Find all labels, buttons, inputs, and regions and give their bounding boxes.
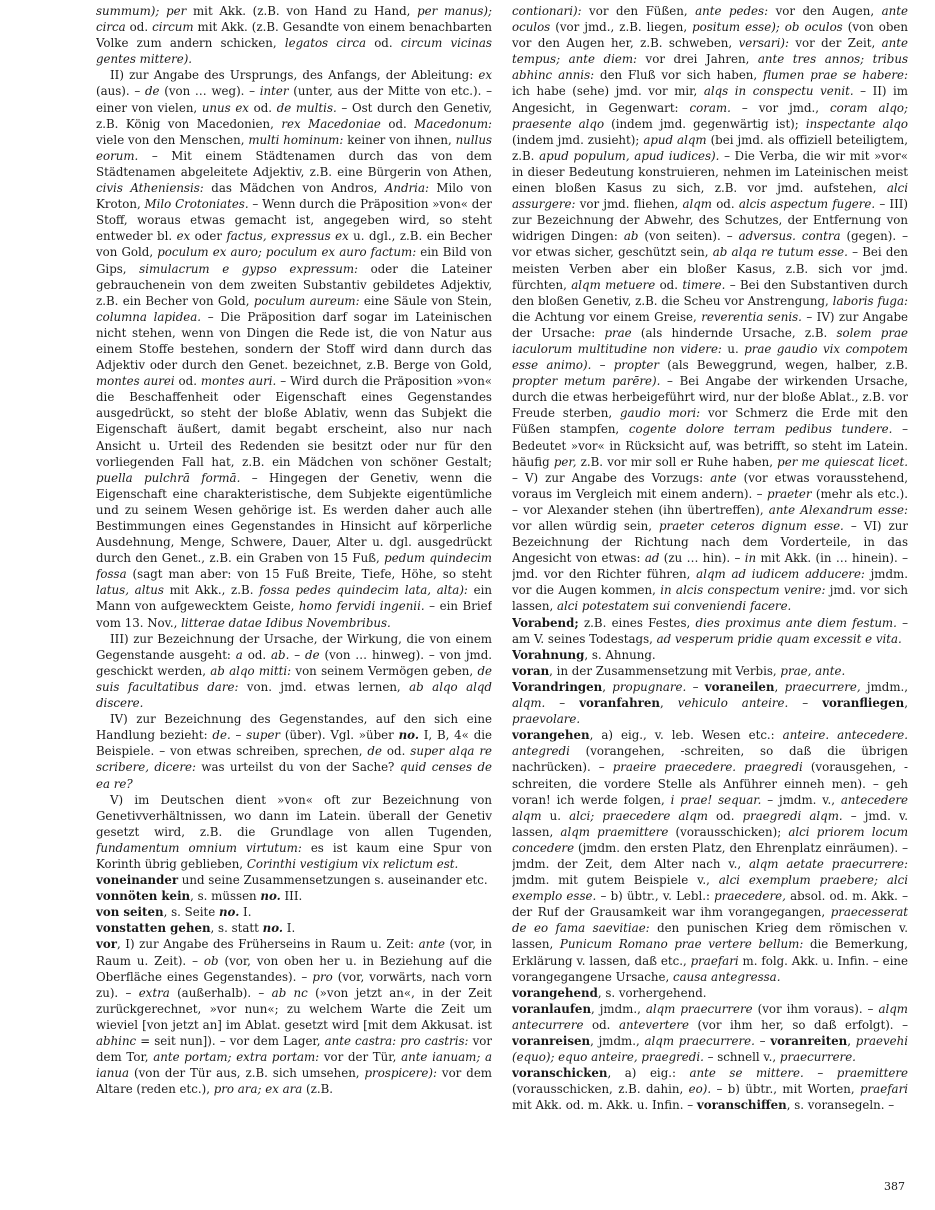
text-paragraph: II) zur Angabe des Ursprungs, des Anfangs, der Ableitung: ex (aus). – de (von … weg). – inter (unter, aus der Mitte von etc.). – einer von vielen, unus ex od. de multis. – Ost durch den Genetiv, z.B. König von Macedonien, rex Macedoniae od. Macedonum: viele von den Menschen, multi hominum: keiner von ihnen, nullus eorum. – Mit einem Städtenamen durch das von dem Städtenamen abgeleitete Adjektiv, z.B. eine Bürgerin von Athen, civis Atheniensis: das Mädchen von Andros, Andria: Milo von Kroton, Milo Crotoniates. – Wenn durch die Präposition »von« der Stoff, woraus etwas gemacht ist, angegeben wird, so steht entweder bl. ex oder factus, expressus ex u. dgl., z.B. ein Becher von Gold, poculum ex auro; poculum ex auro factum: ein Bild von Gips, simulacrum e gypso expressum: oder die Lateiner gebrauchenein von dem zweiten Substantiv gebildetes Adjektiv, z.B. ein Becher von Gold, poculum aureum: eine Säule von Stein, columna lapidea. – Die Präposition darf sogar im Lateinischen nicht stehen, wenn von Dingen die Rede ist, die von Natur aus einem Stoffe bestehen, sondern der Stoff wird dann durch das Adjektiv oder durch den Genet. bezeichnet, z.B. Berge von Gold, montes aurei od. montes auri. – Wird durch die Präposition »von« die Beschaffenheit oder Eigenschaft eines Gegenstandes ausgedrückt, so steht der bloße Ablativ, wenn das Subjekt die Eigenschaft äußert, damit begabt erscheint, also nur nach Ansicht u. Urteil des Redenden sie besitzt oder nur für den vorliegenden Fall hat, z.B. ein Mädchen von schöner Gestalt; puella pulchrā formā. – Hingegen der Genetiv, wenn die Eigenschaft eine charakteristische, dem Subjekte eigentümliche und zu seinem Wesen gehörige ist. Es werden daher auch alle Bestimmungen eines Gegenstandes in Hinsicht auf körperliche Ausdehnung, Menge, Schwere, Dauer, Alter u. dgl. ausgedrückt durch den Genet., z.B. ein Graben von 15 Fuß, pedum quindecim fossa (sagt man aber: von 15 Fuß Breite, Tiefe, Höhe, so steht latus, altus mit Akk., z.B. fossa pedes quindecim lata, alta): ein Mann von aufgewecktem Geiste, homo fervidi ingenii. – ein Brief vom 13. Nov., litterae datae Idibus Novembribus. bbox=[96, 68, 492, 630]
dictionary-entry: voneinander und seine Zusammensetzungen s. auseinander etc. bbox=[96, 873, 488, 888]
dictionary-entry: voranlaufen, jmdm., alqm praecurrere (vor ihm voraus). – alqm antecurrere od. antevertere (vor ihm her, so daß erfolgt). – voranreisen, jmdm., alqm praecurrere. – voranreiten, praevehi (equo); equo anteire, praegredi. – schnell v., praecurrere. bbox=[512, 1001, 908, 1065]
dictionary-entry: voran, in der Zusammensetzung mit Verbis, prae, ante. bbox=[512, 663, 846, 678]
dictionary-entry: Vorandringen, propugnare. – voraneilen, praecurrere, jmdm., alqm. – voranfahren, vehiculo anteire. – voranfliegen, praevolare. bbox=[512, 679, 908, 727]
left-column bbox=[96, 3, 492, 1175]
dictionary-entry: vor, I) zur Angabe des Früherseins in Raum u. Zeit: ante (vor, in Raum u. Zeit). – ob (vor, von oben her u. in Beziehung auf die Oberfläche eines Gegenstandes). – pro (vor, vorwärts, nach vorn zu). – extra (außerhalb). – ab nc (»von jetzt an«, in der Zeit zurückgerechnet, »vor nun«; zu welchem Warte die Zeit um wieviel [von jetzt an] im Ablat. gesetzt wird [mit dem Akkusat. ist abhinc = seit nun]). – vor dem Lager, ante castra: pro castris: vor dem Tor, ante portam; extra portam: vor der Tür, ante ianuam; a ianua (von der Tür aus, z.B. sich umsehen, prospicere): vor dem Altare (reden etc.), pro ara; ex ara (z.B. bbox=[96, 937, 492, 1097]
page-number: 387 bbox=[884, 1180, 905, 1193]
right-column bbox=[512, 3, 908, 1175]
dictionary-entry: vonnöten kein, s. müssen no. III. bbox=[96, 889, 303, 904]
text-paragraph: IV) zur Bezeichnung des Gegenstandes, auf den sich eine Handlung bezieht: de. – super (über). Vgl. »über no. I, B, 4« die Beispiele. – von etwas schreiben, sprechen, de od. super alqa re scribere, dicere: was urteilst du von der Sache? quid censes de ea re? bbox=[96, 712, 492, 791]
dictionary-entry: vonstatten gehen, s. statt no. I. bbox=[96, 921, 296, 936]
dictionary-entry: Vorabend; z.B. eines Festes, dies proximus ante diem festum. – am V. seines Todestags, ad vesperum pridie quam excessit e vita. bbox=[512, 615, 908, 646]
text-paragraph: III) zur Bezeichnung der Ursache, der Wirkung, die von einem Gegenstande ausgeht: a od. ab. – de (von … hinweg). – von jmd. geschickt werden, ab alqo mitti: von seinem Vermögen geben, de suis facultatibus dare: von. jmd. etwas lernen, ab alqo alqd discere. bbox=[96, 631, 492, 711]
dictionary-entry: vorangehen, a) eig., v. leb. Wesen etc.: anteire. antecedere. antegredi (vorangehen, -schreiten, so daß die übrigen nachrücken). – praeire praecedere. praegredi (vorausgehen, -schreiten, die vordere Stelle als Anführer einneh men). – geh voran! ich werde folgen, i prae! sequar. – jmdm. v., antecedere alqm u. alci; praecedere alqm od. praegredi alqm. – jmd. v. lassen, alqm praemittere (vorausschicken); alci priorem locum concedere (jmdm. den ersten Platz, den Ehrenplatz einräumen). – jmdm. der Zeit, dem Alter nach v., alqm aetate praecurrere: jmdm. mit gutem Beispiele v., alci exemplum praebere; alci exemplo esse. – b) übtr., v. Lebl.: praecedere, absol. od. m. Akk. – der Ruf der Grausamkeit war ihm vorangegangen, praecesserat de eo fama saevitiae: den punischen Krieg dem römischen v. lassen, Punicum Romano prae vertere bellum: die Bemerkung, Erklärung v. lassen, daß etc., praefari m. folg. Akk. u. Infin. – eine vorangegangene Ursache, causa antegressa. bbox=[512, 728, 908, 984]
dictionary-entry: Vorahnung, s. Ahnung. bbox=[512, 647, 656, 662]
text-paragraph: contionari): vor den Füßen, ante pedes: vor den Augen, ante oculos (vor jmd., z.B. liegen, positum esse); ob oculos (von oben vor den Augen her, z.B. schweben, versari): vor der Zeit, ante tempus; ante diem: vor drei Jahren, ante tres annos; tribus abhinc annis: den Fluß vor sich haben, flumen prae se habere: ich habe (sehe) jmd. vor mir, alqs in conspectu venit. – II) im Angesicht, in Gegenwart: coram. – vor jmd., coram alqo; praesente alqo (indem jmd. gegenwärtig ist); inspectante alqo (indem jmd. zusieht); apud alqm (bei jmd. als offiziell beteiligtem, z.B. apud populum, apud iudices). – Die Verba, die wir mit »vor« in dieser Bedeutung konstruieren, nehmen im Lateinischen meist einen bloßen Kasus zu sich, z.B. vor jmd. aufstehen, alci assurgere: vor jmd. fliehen, alqm od. alcis aspectum fugere. – III) zur Bezeichnung der Abwehr, des Schutzes, der Entfernung von widrigen Dingen: ab (von seiten). – adversus. contra (gegen). – vor etwas sicher, geschützt sein, ab alqa re tutum esse. – Bei den meisten Verben aber ein bloßer Kasus, z.B. sich vor jmd. fürchten, alqm metuere od. timere. – Bei den Substantiven durch den bloßen Genetiv, z.B. die Scheu vor Anstrengung, laboris fuga: die Achtung vor einem Greise, reverentia senis. – IV) zur Angabe der Ursache: prae (als hindernde Ursache, z.B. solem prae iaculorum multitudine non videre: u. prae gaudio vix compotem esse animo). – propter (als Beweggrund, wegen, halber, z.B. propter metum parēre). – Bei Angabe der wirkenden Ursache, durch die etwas herbeigeführt wird, nur der bloße Ablat., z.B. vor Freude sterben, gaudio mori: vor Schmerz die Erde mit den Füßen stampfen, cogente dolore terram pedibus tundere. – Bedeutet »vor« in Rücksicht auf, was betrifft, so steht im Latein. häufig per, z.B. vor mir soll er Ruhe haben, per me quiescat licet. – V) zur Angabe des Vorzugs: ante (vor etwas vorausstehend, voraus im Vergleich mit einem andern). – praeter (mehr als etc.). – vor Alexander stehen (ihn übertreffen), ante Alexandrum esse: vor allen würdig sein, praeter ceteros dignum esse. – VI) zur Bezeichnung der Richtung nach dem Vorderteile, in das Angesicht von etwas: ad (zu … hin). – in mit Akk. (in … hinein). – jmd. vor den Richter führen, alqm ad iudicem adducere: jmdm. vor die Augen kommen, in alcis conspectum venire: jmd. vor sich lassen, alci potestatem sui conveniendi facere. bbox=[512, 4, 908, 614]
dictionary-entry: vorangehend, s. vorhergehend. bbox=[512, 985, 707, 1000]
dictionary-entry: voranschicken, a) eig.: ante se mittere. – praemittere (vorausschicken, z.B. dahin, eo). – b) übtr., mit Worten, praefari mit Akk. od. m. Akk. u. Infin. – voranschiffen, s. voransegeln. – bbox=[512, 1066, 908, 1113]
text-paragraph: summum); per mit Akk. (z.B. von Hand zu Hand, per manus); circa od. circum mit Akk. (z.B. Gesandte von einem benachbarten Volke zum andern schicken, legatos circa od. circum vicinas gentes mittere). bbox=[96, 4, 492, 67]
dictionary-entry: von seiten, s. Seite no. I. bbox=[96, 905, 252, 920]
text-paragraph: V) im Deutschen dient »von« oft zur Bezeichnung von Genetivverhältnissen, wo dann im Latein. überall der Genetiv gesetzt wird, z.B. die Grundlage von allen Tugenden, fundamentum omnium virtutum: es ist kaum eine Spur von Korinth übrig geblieben, Corinthi vestigium vix relictum est. bbox=[96, 792, 492, 871]
